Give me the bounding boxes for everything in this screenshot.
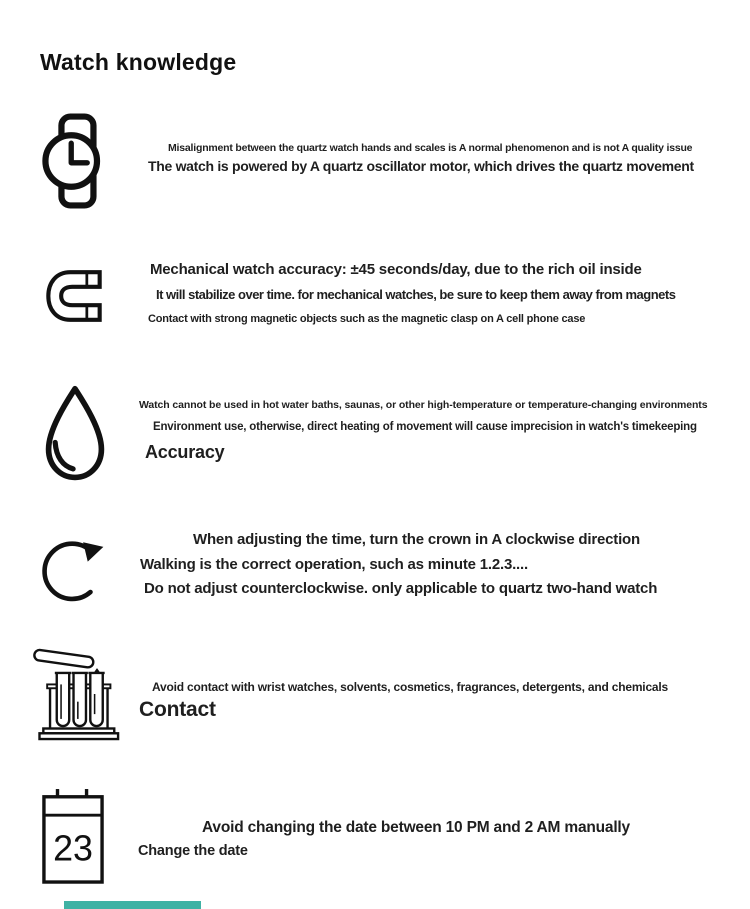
date-change-warning-text: Avoid changing the date between 10 PM and 2 AM manually	[202, 819, 630, 836]
page-title: Watch knowledge	[40, 49, 237, 76]
walking-operation-text: Walking is the correct operation, such as minute 1.2.3....	[140, 556, 528, 573]
quartz-movement-text: The watch is powered by A quartz oscillator motor, which drives the quartz movement	[148, 158, 694, 174]
calendar-day-number: 23	[53, 828, 93, 869]
water-drop-icon	[40, 384, 110, 484]
magnetic-clasp-note: Contact with strong magnetic objects such as the magnetic clasp on A cell phone case	[148, 313, 586, 325]
counterclockwise-warning-text: Do not adjust counterclockwise. only applicable to quartz two-hand watch	[144, 580, 658, 597]
magnet-icon	[42, 263, 106, 329]
calendar-icon	[42, 789, 104, 884]
quartz-misalignment-note: Misalignment between the quartz watch hands and scales is A normal phenomenon and is not A quality issue	[168, 142, 693, 154]
chemicals-test-tubes-icon	[28, 644, 120, 744]
clockwise-rotation-icon	[38, 526, 108, 612]
wristwatch-icon	[41, 110, 105, 212]
avoid-chemicals-text: Avoid contact with wrist watches, solvents, cosmetics, fragrances, detergents, and chemicals	[152, 680, 668, 694]
crown-clockwise-text: When adjusting the time, turn the crown in A clockwise direction	[193, 531, 640, 548]
accuracy-heading: Accuracy	[145, 442, 225, 462]
change-date-heading: Change the date	[138, 843, 248, 859]
environment-use-text: Environment use, otherwise, direct heating of movement will cause imprecision in watch's timekeeping	[153, 421, 697, 433]
hot-water-warning-text: Watch cannot be used in hot water baths, saunas, or other high-temperature or temperature-changing environments	[139, 399, 708, 411]
accent-bar	[64, 901, 201, 909]
contact-heading: Contact	[139, 698, 216, 721]
magnet-warning-text: It will stabilize over time. for mechanical watches, be sure to keep them away from magnets	[156, 287, 676, 302]
mechanical-accuracy-text: Mechanical watch accuracy: ±45 seconds/day, due to the rich oil inside	[150, 261, 642, 278]
